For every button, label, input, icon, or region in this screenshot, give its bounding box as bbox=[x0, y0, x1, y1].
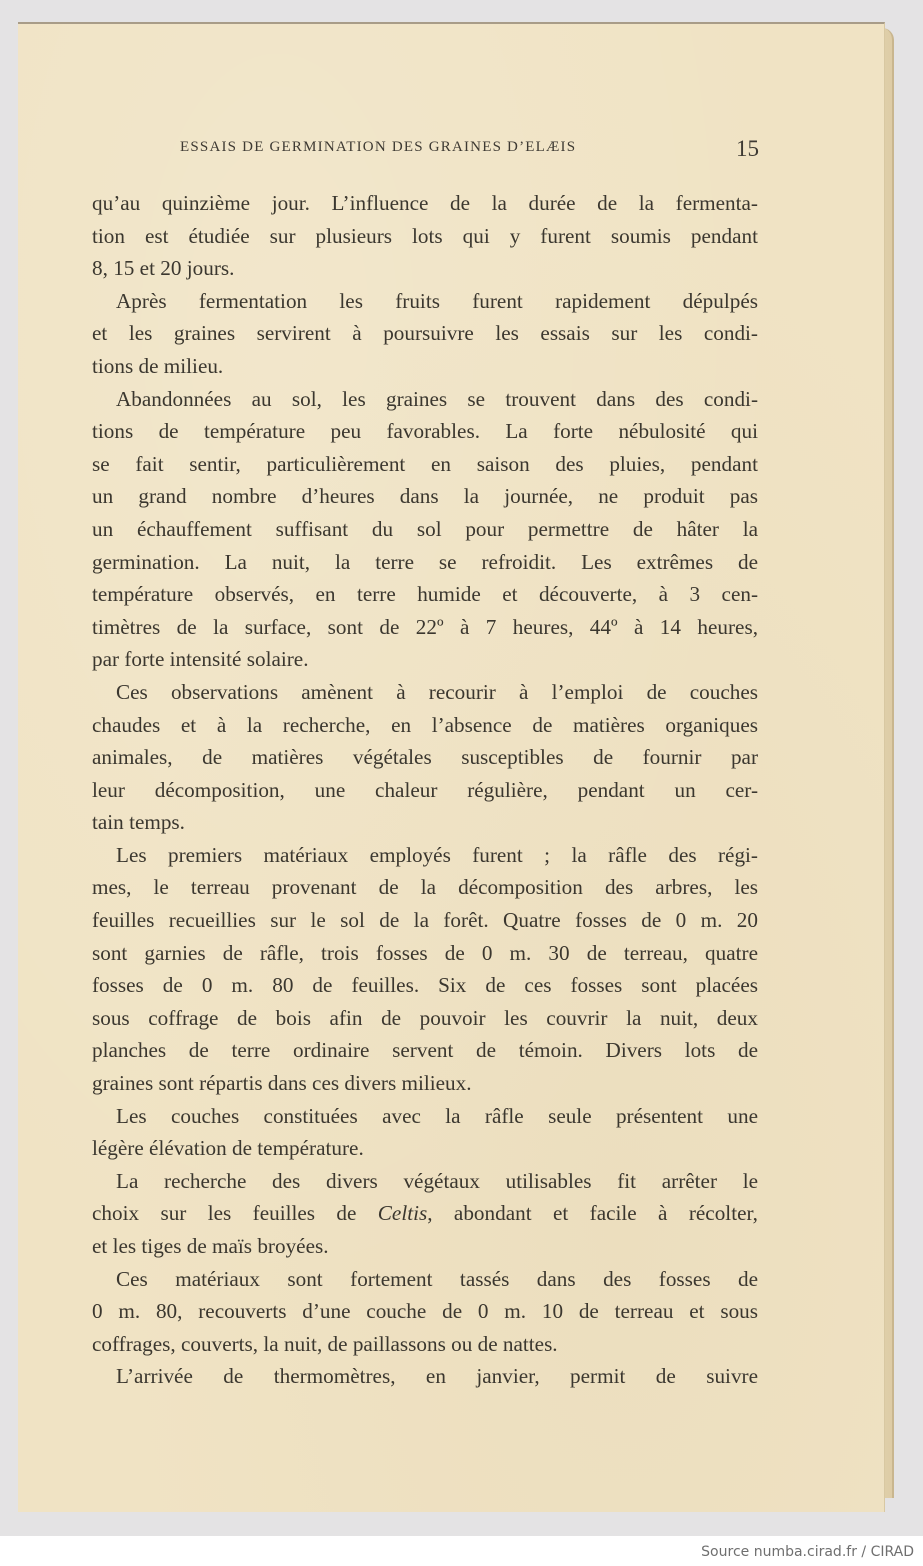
text-line: se fait sentir, particulièrement en saison des pluies, pendant bbox=[92, 451, 758, 476]
text-segment: choix sur les feuilles de bbox=[92, 1201, 378, 1226]
paragraph bbox=[92, 839, 758, 1100]
body-text bbox=[92, 187, 758, 1393]
paragraph bbox=[92, 1100, 758, 1165]
text-line: tions de milieu. bbox=[92, 353, 224, 378]
paragraph bbox=[92, 1263, 758, 1361]
text-line: qu’au quinzième jour. L’influence de la durée de la fermenta- bbox=[92, 191, 758, 215]
text-line: sont garnies de râfle, trois fosses de 0 m. 30 de terreau, quatre bbox=[92, 940, 758, 965]
text-line: Les couches constituées avec la râfle seule présentent une bbox=[116, 1103, 758, 1128]
text-line: feuilles recueillies sur le sol de la forêt. Quatre fosses de 0 m. 20 bbox=[92, 908, 758, 933]
text-line: coffrages, couverts, la nuit, de paillassons ou de nattes. bbox=[92, 1331, 558, 1356]
text-line: Après fermentation les fruits furent rapidement dépulpés bbox=[116, 288, 758, 313]
text-line: planches de terre ordinaire servent de témoin. Divers lots de bbox=[92, 1038, 758, 1063]
text-line: tions de température peu favorables. La forte nébulosité qui bbox=[92, 419, 758, 444]
text-line: fosses de 0 m. 80 de feuilles. Six de ces fosses sont placées bbox=[92, 973, 758, 998]
page-number: 15 bbox=[736, 136, 759, 161]
text-line: un échauffement suffisant du sol pour permettre de hâter la bbox=[92, 516, 758, 541]
text-line: Ces matériaux sont fortement tassés dans des fosses de bbox=[116, 1266, 758, 1291]
text-line: Les premiers matériaux employés furent ; la râfle des régi- bbox=[116, 842, 758, 867]
source-credit: Source numba.cirad.fr / CIRAD bbox=[701, 1544, 914, 1560]
text-line: chaudes et à la recherche, en l’absence de matières organiques bbox=[92, 712, 758, 737]
text-line-with-italic bbox=[92, 1197, 758, 1230]
text-line: par forte intensité solaire. bbox=[92, 647, 309, 672]
paragraph bbox=[92, 383, 758, 676]
running-head: ESSAIS DE GERMINATION DES GRAINES D’ELÆIS bbox=[180, 139, 577, 155]
text-line: légère élévation de température. bbox=[92, 1136, 364, 1161]
text-line: 8, 15 et 20 jours. bbox=[92, 256, 235, 281]
paragraph bbox=[92, 285, 758, 383]
text-line: 0 m. 80, recouverts d’une couche de 0 m. 10 de terreau et sous bbox=[92, 1299, 758, 1324]
text-line: leur décomposition, une chaleur régulière, pendant un cer- bbox=[92, 777, 758, 802]
text-line: tain temps. bbox=[92, 810, 185, 835]
text-line: La recherche des divers végétaux utilisables fit arrêter le bbox=[116, 1168, 758, 1193]
paragraph bbox=[92, 1165, 758, 1263]
text-line: timètres de la surface, sont de 22º à 7 heures, 44º à 14 heures, bbox=[92, 614, 758, 639]
text-line: un grand nombre d’heures dans la journée, ne produit pas bbox=[92, 484, 758, 509]
text-line: sous coffrage de bois afin de pouvoir les couvrir la nuit, deux bbox=[92, 1005, 758, 1030]
text-line: Ces observations amènent à recourir à l’emploi de couches bbox=[116, 679, 758, 704]
paragraph bbox=[92, 1360, 758, 1393]
text-line: température observés, en terre humide et découverte, à 3 cen- bbox=[92, 582, 758, 607]
text-line: tion est étudiée sur plusieurs lots qui y furent soumis pendant bbox=[92, 223, 758, 248]
text-segment: , abondant et facile à récolter, bbox=[427, 1201, 758, 1226]
text-line: germination. La nuit, la terre se refroidit. Les extrêmes de bbox=[92, 549, 758, 574]
italic-term-celtis: Celtis bbox=[377, 1201, 428, 1226]
text-line: et les tiges de maïs broyées. bbox=[92, 1234, 329, 1258]
text-line: et les graines servirent à poursuivre les essais sur les condi- bbox=[92, 321, 758, 346]
text-line: animales, de matières végétales susceptibles de fournir par bbox=[92, 745, 758, 770]
text-line: graines sont répartis dans ces divers milieux. bbox=[92, 1071, 472, 1096]
paragraph bbox=[92, 187, 758, 285]
text-line: mes, le terreau provenant de la décomposition des arbres, les bbox=[92, 875, 758, 900]
paragraph bbox=[92, 676, 758, 839]
text-line: Abandonnées au sol, les graines se trouvent dans des condi- bbox=[116, 386, 758, 411]
text-line: L’arrivée de thermomètres, en janvier, permit de suivre bbox=[116, 1364, 758, 1389]
